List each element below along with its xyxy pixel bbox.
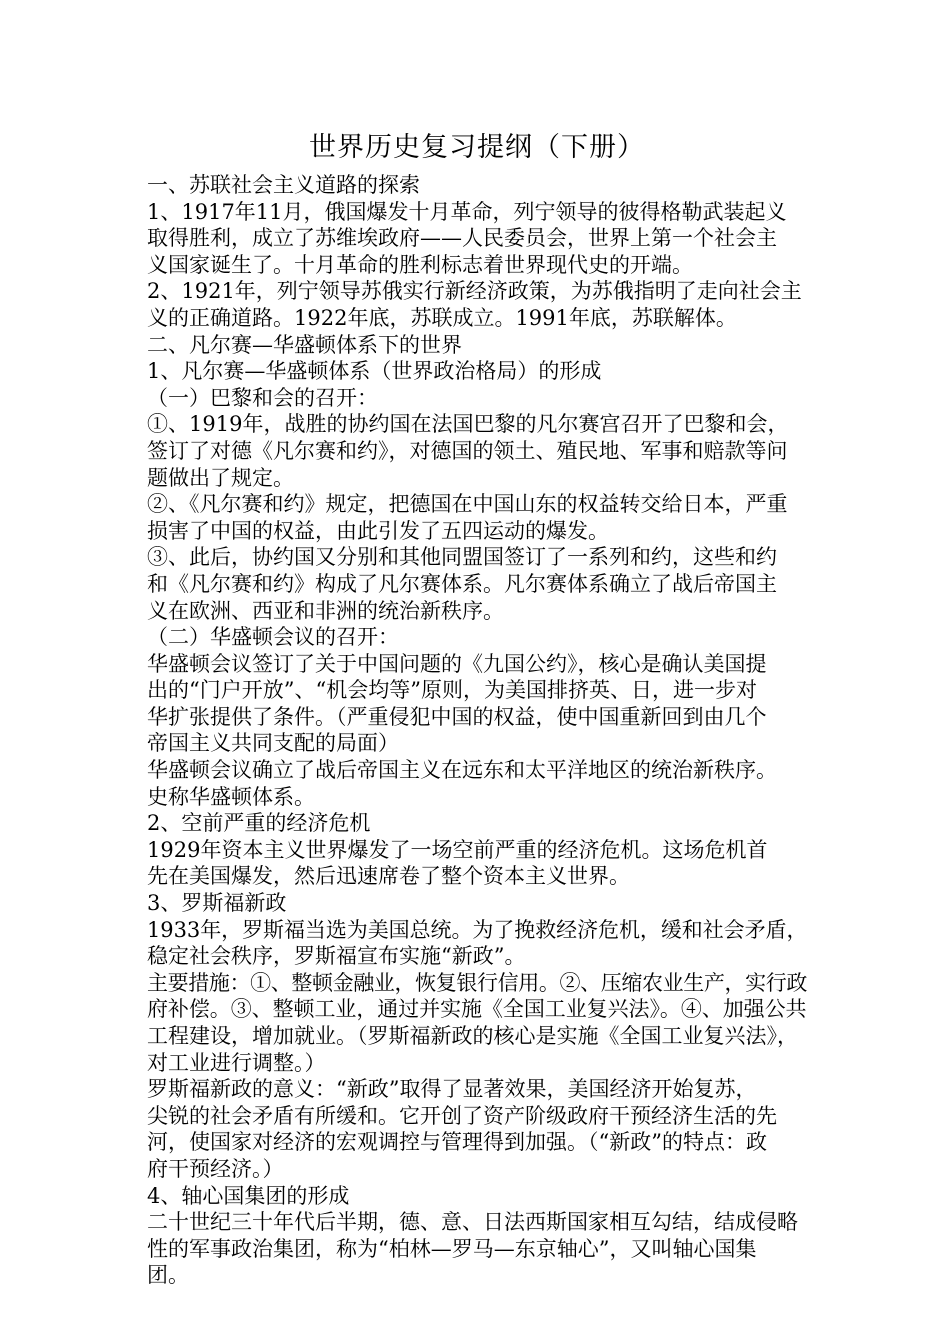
text-line: 义的正确道路。1922年底，苏联成立。1991年底，苏联解体。 (147, 305, 737, 330)
text-line: （二）华盛顿会议的召开： (147, 625, 399, 650)
text-line: 和《凡尔赛和约》构成了凡尔赛体系。凡尔赛体系确立了战后帝国主 (147, 571, 777, 596)
text-line: 义在欧洲、西亚和非洲的统治新秩序。 (147, 598, 504, 623)
text-line: 府补偿。③、整顿工业，通过并实施《全国工业复兴法》。④、加强公共 (147, 997, 807, 1022)
text-line: 2、空前严重的经济危机 (147, 811, 371, 836)
text-line: 尖锐的社会矛盾有所缓和。它开创了资产阶级政府干预经济生活的先 (147, 1103, 777, 1128)
text-line: 对工业进行调整。） (147, 1050, 326, 1075)
text-line: 二十世纪三十年代后半期，德、意、日法西斯国家相互勾结，结成侵略 (147, 1210, 798, 1235)
text-line: 史称华盛顿体系。 (147, 784, 315, 809)
document-page (147, 128, 807, 1289)
text-line: 签订了对德《凡尔赛和约》，对德国的领土、殖民地、军事和赔款等问 (147, 438, 788, 463)
text-line: 4、轴心国集团的形成 (147, 1183, 350, 1208)
text-line: 工程建设，增加就业。（罗斯福新政的核心是实施《全国工业复兴法》， (147, 1024, 798, 1048)
text-line: 3、罗斯福新政 (147, 891, 287, 916)
text-line: 1、凡尔赛—华盛顿体系（世界政治格局）的形成 (147, 359, 602, 384)
text-line: 稳定社会秩序，罗斯福宣布实施“新政”。 (147, 944, 526, 969)
text-line: 损害了中国的权益，由此引发了五四运动的爆发。 (147, 518, 609, 543)
text-line: 府干预经济。） (147, 1156, 284, 1181)
text-line: 华盛顿会议签订了关于中国问题的《九国公约》，核心是确认美国提 (147, 651, 767, 676)
text-line: 出的“门户开放”、“机会均等”原则，为美国排挤英、日，进一步对 (147, 678, 757, 703)
text-line: 性的军事政治集团，称为“柏林—罗马—东京轴心”，又叫轴心国集 (147, 1236, 757, 1261)
text-line: 主要措施：①、整顿金融业，恢复银行信用。②、压缩农业生产，实行政 (147, 970, 807, 995)
text-line: 华扩张提供了条件。（严重侵犯中国的权益，使中国重新回到由几个 (147, 704, 767, 729)
document-title: 世界历史复习提纲（下册） (309, 132, 645, 163)
text-line: ③、此后，协约国又分别和其他同盟国签订了一系列和约，这些和约 (147, 545, 777, 570)
text-line: 河，使国家对经济的宏观调控与管理得到加强。（“新政”的特点：政 (147, 1130, 767, 1155)
text-line: 取得胜利，成立了苏维埃政府——人民委员会，世界上第一个社会主 (147, 226, 777, 251)
text-line: 团。 (147, 1263, 189, 1288)
text-line: 罗斯福新政的意义：“新政”取得了显著效果，美国经济开始复苏， (147, 1077, 757, 1102)
text-line: 义国家诞生了。十月革命的胜利标志着世界现代史的开端。 (147, 252, 693, 277)
text-line: 先在美国爆发，然后迅速席卷了整个资本主义世界。 (147, 864, 630, 889)
text-line: 1929年资本主义世界爆发了一场空前严重的经济危机。这场危机首 (147, 837, 768, 862)
text-line: 一、苏联社会主义道路的探索 (147, 173, 420, 197)
text-line: 题做出了规定。 (147, 465, 294, 490)
text-line: 1933年，罗斯福当选为美国总统。为了挽救经济危机，缓和社会矛盾， (147, 917, 807, 942)
text-line: （一）巴黎和会的召开： (147, 385, 378, 410)
document-body (147, 172, 807, 1289)
text-line: ②、《凡尔赛和约》规定，把德国在中国山东的权益转交给日本，严重 (147, 492, 788, 517)
text-line: 帝国主义共同支配的局面） (147, 731, 399, 756)
text-line: ①、1919年，战胜的协约国在法国巴黎的凡尔赛宫召开了巴黎和会， (147, 412, 789, 437)
text-line: 2、1921年，列宁领导苏俄实行新经济政策，为苏俄指明了走向社会主 (147, 279, 802, 304)
text-line: 二、凡尔赛—华盛顿体系下的世界 (147, 332, 462, 357)
text-line: 华盛顿会议确立了战后帝国主义在远东和太平洋地区的统治新秩序。 (147, 758, 777, 783)
text-line: 1、1917年11月，俄国爆发十月革命，列宁领导的彼得格勒武装起义 (147, 199, 787, 224)
